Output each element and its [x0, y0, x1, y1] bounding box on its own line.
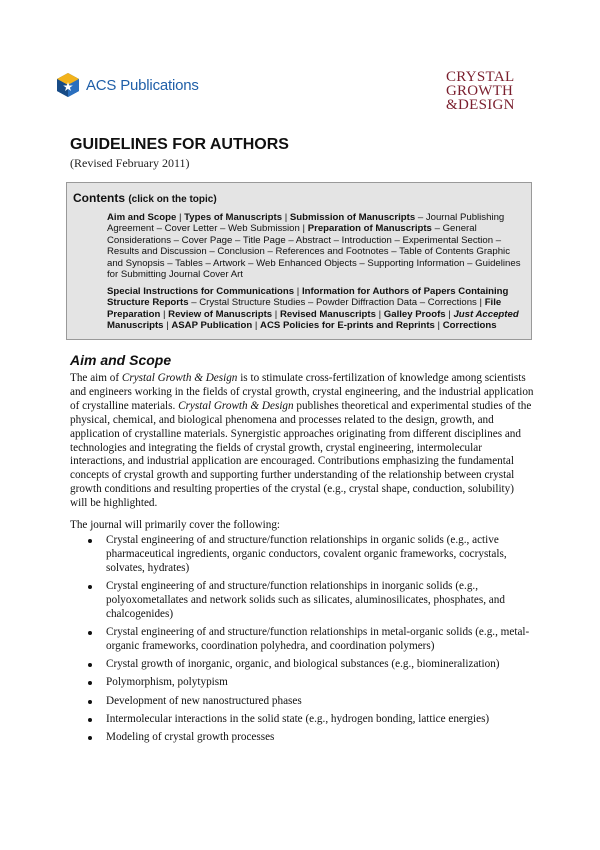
toc-separator: |	[252, 320, 261, 332]
toc-separator: |	[160, 308, 169, 320]
acs-hexagon-icon	[56, 72, 80, 98]
toc-separator: |	[445, 308, 454, 320]
list-item-text: Crystal engineering of and structure/function relationships in metal-organic solids (e.g., metal-organic frameworks, coordination polyhedra, and coordination polymers)	[106, 626, 530, 652]
list-item-text: Development of new nanostructured phases	[106, 694, 302, 707]
toc-link-asap[interactable]: ASAP Publication	[171, 320, 253, 332]
list-item-text: Intermolecular interactions in the solid state (e.g., hydrogen bonding, lattice energies)	[106, 712, 490, 725]
toc-link-revised-manuscripts[interactable]: Revised Manuscripts	[279, 308, 376, 320]
coverage-list	[88, 534, 536, 749]
crystal-growth-design-logo	[446, 70, 538, 112]
toc-link-file-preparation[interactable]: File Preparation	[107, 297, 502, 320]
journal-logo-line: &DESIGN	[446, 97, 515, 113]
list-item-text: Crystal engineering of and structure/function relationships in inorganic solids (e.g., polyoxometallates and network solids such as silicates, aluminosilicates, phosphates, and chalcogenides)	[106, 580, 505, 620]
bullet-icon	[88, 539, 92, 543]
toc-link-policies[interactable]: ACS Policies for E-prints and Reprints	[260, 320, 435, 332]
toc-separator: |	[272, 308, 280, 320]
bullet-icon	[88, 736, 92, 740]
journal-logo-line: GROWTH	[446, 83, 514, 99]
list-item	[88, 534, 536, 576]
toc-preparation-subtopics[interactable]: – General Considerations – Cover Page – Title Page – Abstract – Introduction – Experimental Section – Results and Discussion – Conclusion – References and Footnotes – Table of Contents Graphic and Synopsis – Tables – Artwork – Web Enhanced Objects – Supporting Information – Guidelines for Submitting Journal Cover Art	[107, 223, 521, 281]
acs-publications-logo[interactable]	[56, 72, 199, 98]
toc-structure-subtopics[interactable]: – Crystal Structure Studies – Powder Diffraction Data – Corrections |	[188, 297, 485, 309]
toc-link-types[interactable]: Types of Manuscripts	[184, 212, 283, 223]
aim-text: is to stimulate cross-fertilization of knowledge among scientists and engineers working in the fields of crystal growth, crystal engineering, and the industrial application of crystalline materials.	[70, 372, 534, 412]
toc-link-aim-scope[interactable]: Aim and Scope	[107, 212, 177, 223]
contents-subheading: (click on the topic)	[128, 194, 217, 205]
revision-date: (Revised February 2011)	[70, 156, 190, 170]
toc-link-corrections[interactable]: Corrections	[442, 320, 497, 332]
aim-paragraph	[70, 372, 534, 511]
bullet-icon	[88, 718, 92, 722]
toc-separator: |	[434, 320, 443, 332]
journal-logo-line: CRYSTAL	[446, 69, 515, 85]
page-title: GUIDELINES FOR AUTHORS	[70, 136, 289, 153]
toc-link-review[interactable]: Review of Manuscripts	[168, 308, 273, 320]
list-item-text: Modeling of crystal growth processes	[106, 730, 275, 743]
list-item	[88, 731, 536, 745]
toc-link-preparation[interactable]: Preparation of Manuscripts	[307, 223, 432, 235]
list-item	[88, 676, 536, 690]
contents-heading	[73, 193, 217, 205]
bullet-icon	[88, 631, 92, 635]
toc-separator: |	[176, 212, 185, 223]
toc-link-special-instructions[interactable]: Special Instructions for Communications	[107, 286, 295, 297]
list-item	[88, 580, 536, 622]
toc-separator: |	[163, 320, 172, 332]
toc-link-submission[interactable]: Submission of Manuscripts	[289, 212, 416, 223]
list-item	[88, 695, 536, 709]
section-heading-aim-scope: Aim and Scope	[70, 352, 172, 368]
coverage-intro: The journal will primarily cover the following:	[70, 519, 281, 531]
journal-name: Crystal Growth & Design	[178, 399, 294, 412]
toc-paragraph-2	[107, 286, 527, 332]
list-item	[88, 713, 536, 727]
list-item	[88, 626, 536, 654]
bullet-icon	[88, 585, 92, 589]
bullet-icon	[88, 663, 92, 667]
toc-paragraph-1	[107, 212, 527, 280]
toc-submission-subtopics[interactable]: – Journal Publishing Agreement – Cover Letter – Web Submission |	[107, 212, 505, 235]
aim-text: The aim of	[70, 372, 122, 384]
toc-link-galley-proofs[interactable]: Galley Proofs	[383, 308, 446, 320]
journal-name: Crystal Growth & Design	[121, 372, 238, 384]
toc-separator: |	[282, 212, 290, 223]
acs-logo-text: ACS Publications	[86, 76, 199, 94]
toc-link-just-accepted[interactable]: Just Accepted	[453, 308, 519, 320]
list-item-text: Crystal growth of inorganic, organic, and biological substances (e.g., biomineralization)	[106, 658, 500, 671]
toc-link-structure-reports[interactable]: Information for Authors of Papers Containing Structure Reports	[107, 286, 509, 309]
toc-link-just-accepted-suffix[interactable]: Manuscripts	[107, 320, 164, 332]
list-item-text: Polymorphism, polytypism	[106, 676, 228, 689]
toc-separator: |	[294, 286, 302, 297]
contents-box	[66, 182, 532, 340]
toc-separator: |	[375, 308, 384, 320]
list-item	[88, 658, 536, 672]
list-item-text: Crystal engineering of and structure/function relationships in organic solids (e.g., active pharmaceutical ingredients, organic conductors, covalent organic frameworks, cocrystals, solvates, hydrates)	[106, 534, 507, 574]
bullet-icon	[88, 700, 92, 704]
aim-text: publishes theoretical and experimental studies of the physical, chemical, and biological phenomena and processes related to the design, growth, and application of crystalline materials. Synergistic approaches originating from different disciplines and technologies and integrating the fields of crystal growth, crystal engineering, intermolecular interactions, and industrial application are encouraged. Contributions emphasizing the fundamental concepts of crystal growth and supporting further understanding of the relationship between crystal growth conditions and resulting properties of the crystal (e.g., crystal shape, conduction, solubility) will be highlighted.	[70, 399, 532, 510]
bullet-icon	[88, 681, 92, 685]
contents-heading-text: Contents	[73, 191, 125, 205]
